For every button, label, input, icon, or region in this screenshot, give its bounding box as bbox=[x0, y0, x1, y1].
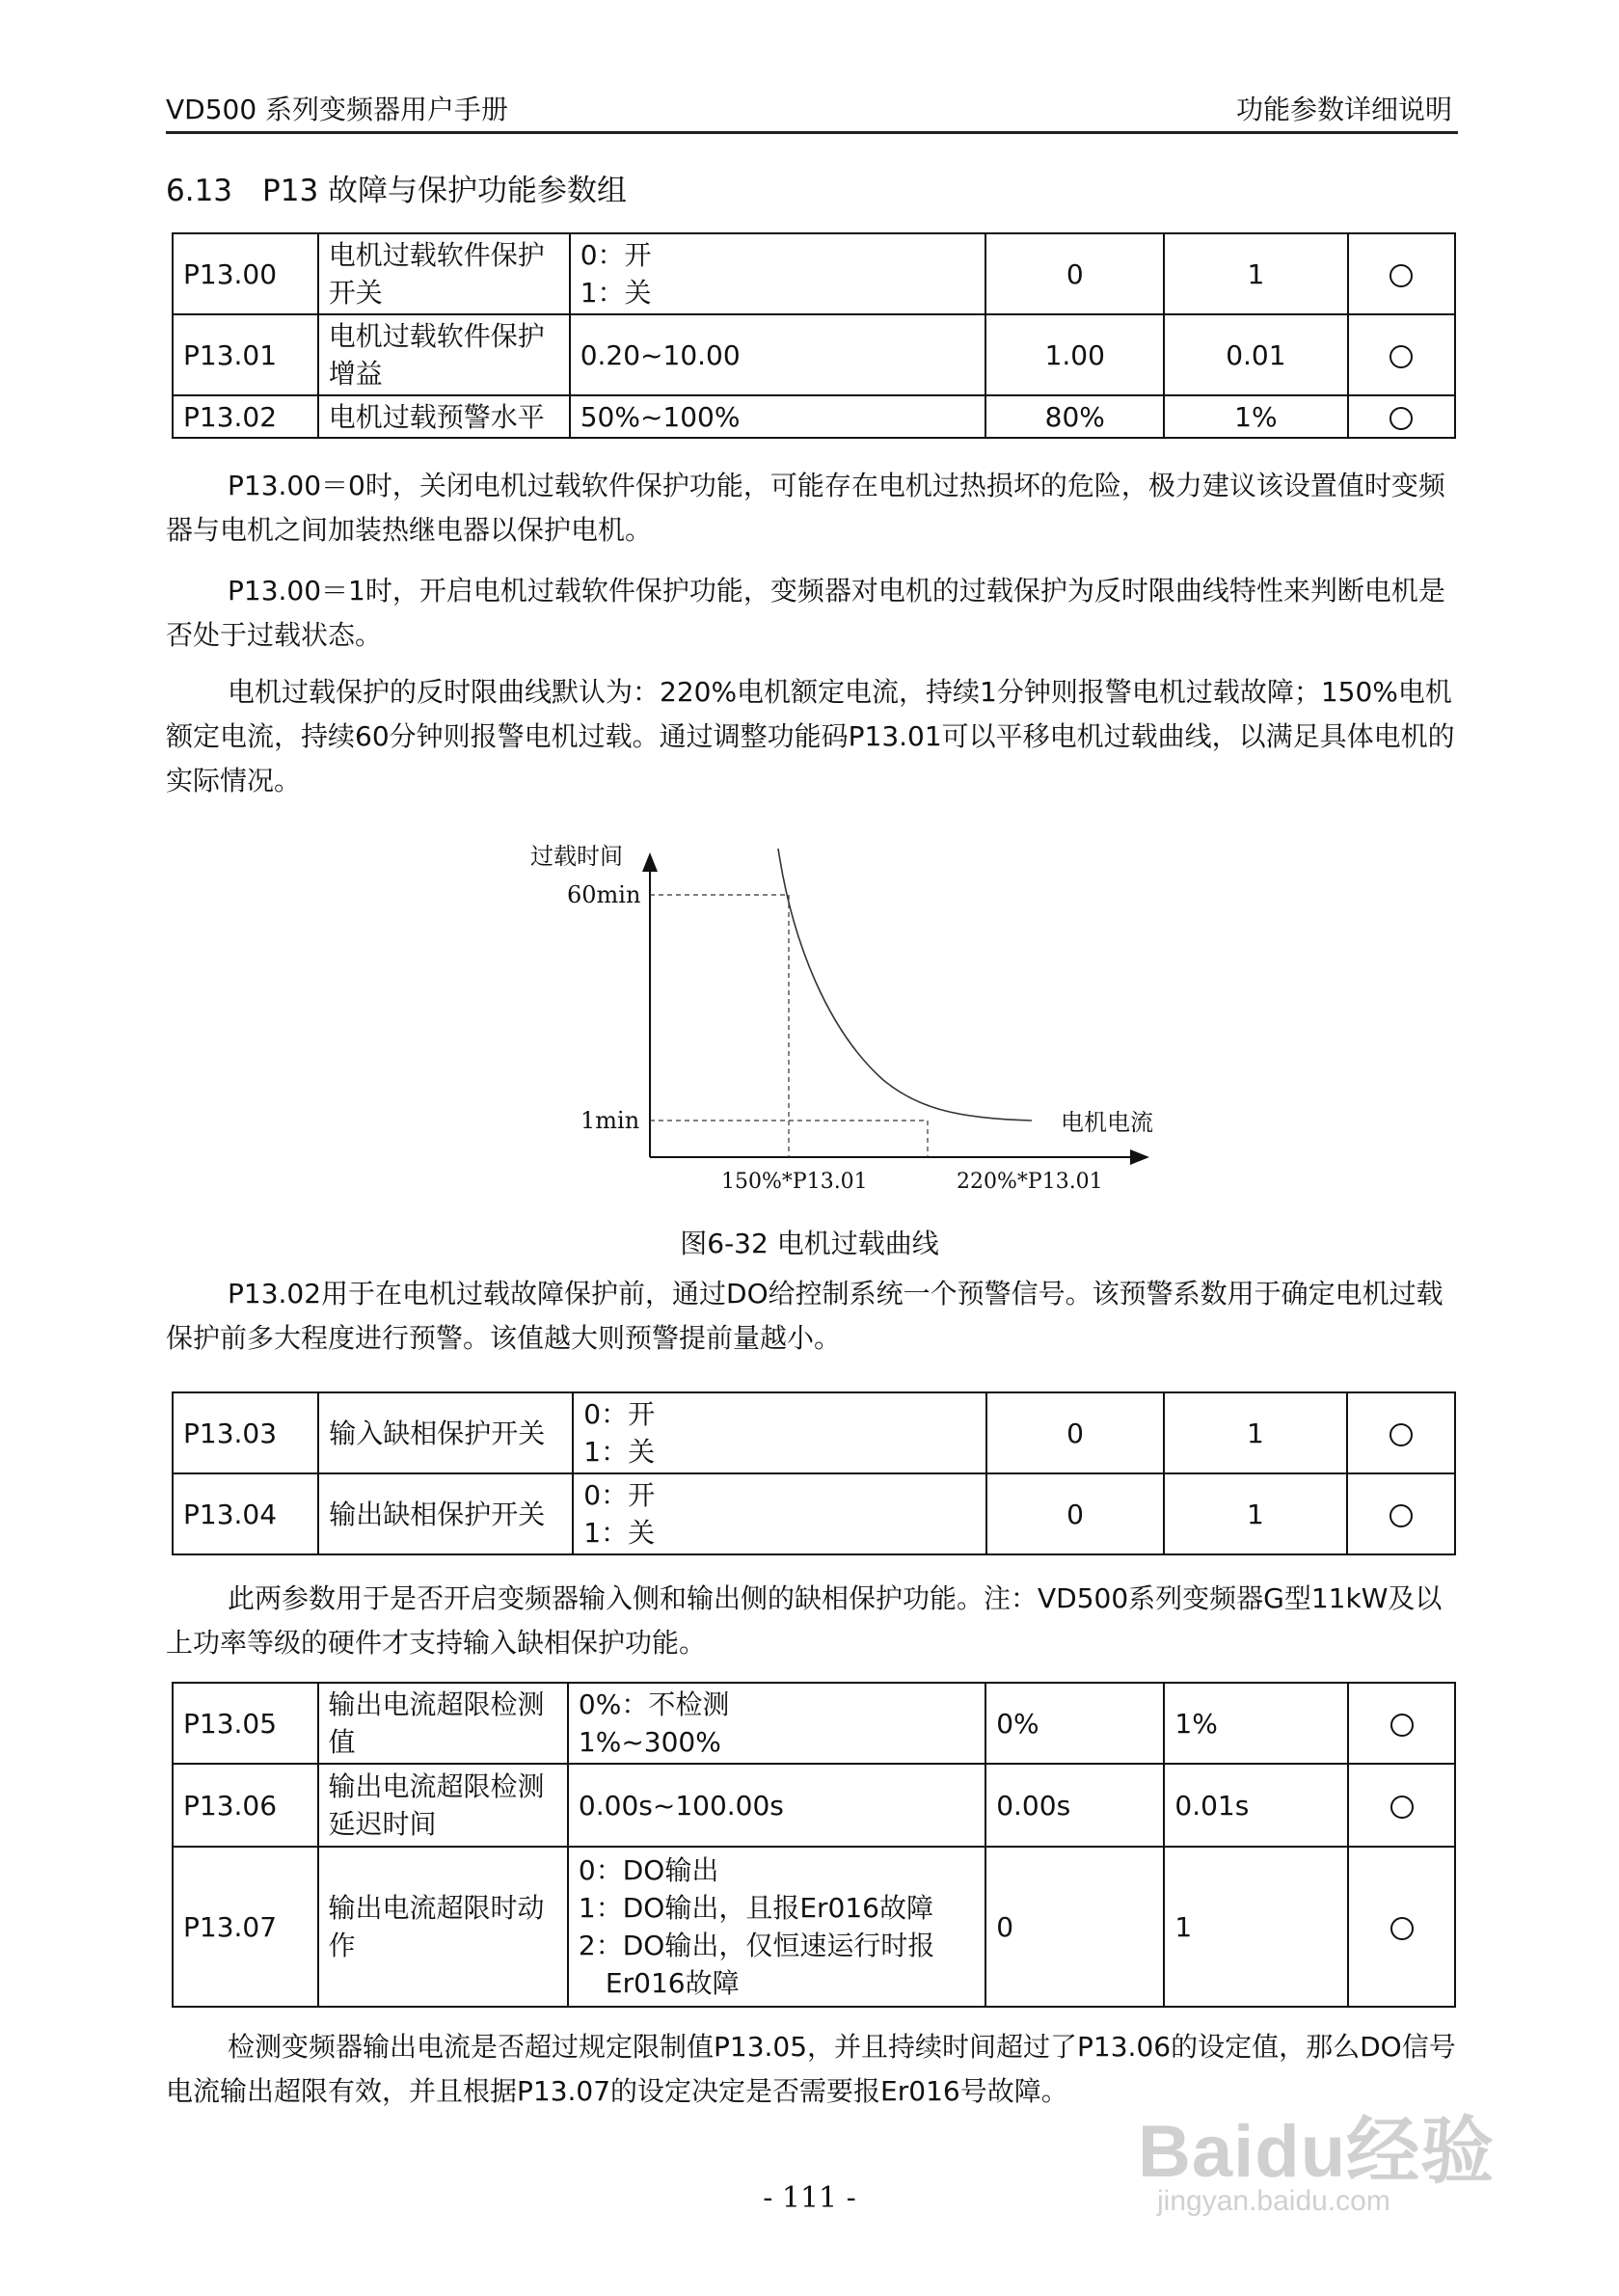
param-step: 1 bbox=[1164, 233, 1347, 314]
paragraph: P13.02用于在电机过载故障保护前，通过DO给控制系统一个预警信号。该预警系数用于确定电机过载保护前多大程度进行预警。该值越大则预警提前量越小。 bbox=[166, 1278, 1444, 1354]
paragraph: P13.00＝1时，开启电机过载软件保护功能，变频器对电机的过载保护为反时限曲线特性来判断电机是否处于过载状态。 bbox=[166, 575, 1445, 651]
param-name: 输入缺相保护开关 bbox=[318, 1392, 573, 1473]
param-range bbox=[568, 1847, 985, 2007]
param-range bbox=[570, 233, 986, 314]
y-axis-label: 过载时间 bbox=[530, 843, 623, 870]
param-range bbox=[573, 1392, 986, 1473]
header-chapter-title: 功能参数详细说明 bbox=[1235, 94, 1452, 125]
table-row bbox=[173, 314, 1455, 395]
param-default: 0 bbox=[986, 1392, 1164, 1473]
paragraph: P13.00＝0时，关闭电机过载软件保护功能，可能存在电机过热损坏的危险，极力建议该设置值时变频器与电机之间加装热继电器以保护电机。 bbox=[166, 470, 1445, 546]
circle-icon bbox=[1390, 1423, 1413, 1446]
paragraph: 检测变频器输出电流是否超过规定限制值P13.05，并且持续时间超过了P13.06的设定值，那么DO信号电流输出超限有效，并且根据P13.07的设定决定是否需要报Er016号故障。 bbox=[166, 2031, 1456, 2107]
param-table-3 bbox=[172, 1682, 1456, 2008]
param-table-1 bbox=[172, 232, 1456, 439]
x-tick-150: 150%*P13.01 bbox=[721, 1170, 868, 1194]
param-name: 电机过载预警水平 bbox=[318, 395, 570, 438]
overload-curve bbox=[778, 849, 1032, 1121]
circle-icon bbox=[1390, 1917, 1414, 1940]
x-axis-arrow bbox=[1130, 1149, 1149, 1165]
param-default: 0% bbox=[985, 1683, 1164, 1764]
param-step: 1% bbox=[1164, 395, 1347, 438]
range-line: 0%：不检测 bbox=[578, 1688, 730, 1720]
param-step: 0.01s bbox=[1164, 1764, 1348, 1847]
param-range: 0.00s~100.00s bbox=[568, 1764, 985, 1847]
param-attr bbox=[1348, 1683, 1455, 1764]
y-tick-1min: 1min bbox=[580, 1107, 640, 1134]
table-row bbox=[173, 1392, 1455, 1473]
page-number: - 111 - bbox=[763, 2181, 856, 2215]
param-attr bbox=[1348, 233, 1455, 314]
range-line: 1%~300% bbox=[578, 1726, 721, 1758]
param-code: P13.04 bbox=[173, 1473, 318, 1554]
table-row bbox=[173, 1473, 1455, 1554]
circle-icon bbox=[1390, 264, 1413, 287]
param-range: 50%~100% bbox=[570, 395, 986, 438]
param-code: P13.06 bbox=[173, 1764, 318, 1847]
param-name: 电机过载软件保护增益 bbox=[318, 314, 570, 395]
param-step: 1 bbox=[1164, 1392, 1347, 1473]
range-line: 0：开 bbox=[580, 239, 652, 271]
circle-icon bbox=[1390, 345, 1413, 368]
page-header bbox=[166, 89, 1458, 134]
param-attr bbox=[1347, 1473, 1455, 1554]
circle-icon bbox=[1390, 1504, 1413, 1527]
paragraph: 电机过载保护的反时限曲线默认为：220%电机额定电流，持续1分钟则报警电机过载故障；150%电机额定电流，持续60分钟则报警电机过载。通过调整功能码P13.01可以平移电机过载曲线，以满足具体电机的实际情况。 bbox=[166, 676, 1455, 797]
paragraph: 此两参数用于是否开启变频器输入侧和输出侧的缺相保护功能。注：VD500系列变频器G型11kW及以上功率等级的硬件才支持输入缺相保护功能。 bbox=[166, 1582, 1443, 1659]
range-line: 0：开 bbox=[583, 1398, 656, 1430]
param-default: 0.00s bbox=[985, 1764, 1164, 1847]
param-attr bbox=[1348, 1764, 1455, 1847]
table-row bbox=[173, 395, 1455, 438]
range-line: 2：DO输出，仅恒速运行时报 bbox=[578, 1930, 935, 1961]
param-default: 0 bbox=[986, 1473, 1164, 1554]
range-line: 0：开 bbox=[583, 1479, 656, 1511]
table-row bbox=[173, 1764, 1455, 1847]
param-name: 输出电流超限时动作 bbox=[318, 1847, 568, 2007]
param-step: 0.01 bbox=[1164, 314, 1347, 395]
param-default: 1.00 bbox=[985, 314, 1164, 395]
param-attr bbox=[1347, 1392, 1455, 1473]
param-range bbox=[568, 1683, 985, 1764]
param-range bbox=[573, 1473, 986, 1554]
param-default: 0 bbox=[985, 233, 1164, 314]
param-name: 电机过载软件保护开关 bbox=[318, 233, 570, 314]
watermark-logo: Baidu经验 bbox=[1138, 2111, 1496, 2193]
header-manual-title: VD500 系列变频器用户手册 bbox=[166, 94, 509, 125]
param-range: 0.20~10.00 bbox=[570, 314, 986, 395]
param-code: P13.02 bbox=[173, 395, 318, 438]
circle-icon bbox=[1390, 1714, 1414, 1737]
param-attr bbox=[1348, 314, 1455, 395]
param-code: P13.03 bbox=[173, 1392, 318, 1473]
param-name: 输出电流超限检测值 bbox=[318, 1683, 568, 1764]
param-attr bbox=[1348, 1847, 1455, 2007]
param-step: 1 bbox=[1164, 1473, 1347, 1554]
x-axis-label: 电机电流 bbox=[1061, 1109, 1153, 1136]
x-tick-220: 220%*P13.01 bbox=[957, 1170, 1103, 1194]
table-row bbox=[173, 1683, 1455, 1764]
param-name: 输出缺相保护开关 bbox=[318, 1473, 573, 1554]
param-code: P13.00 bbox=[173, 233, 318, 314]
y-axis-arrow bbox=[642, 852, 658, 872]
table-row bbox=[173, 1847, 1455, 2007]
range-line: Er016故障 bbox=[578, 1967, 740, 1999]
table-row bbox=[173, 233, 1455, 314]
circle-icon bbox=[1390, 407, 1413, 430]
range-line: 1：关 bbox=[580, 277, 652, 309]
param-code: P13.05 bbox=[173, 1683, 318, 1764]
figure-caption: 图6-32 电机过载曲线 bbox=[680, 1228, 939, 1259]
circle-icon bbox=[1390, 1796, 1414, 1819]
param-default: 0 bbox=[985, 1847, 1164, 2007]
range-line: 1：DO输出，且报Er016故障 bbox=[578, 1892, 933, 1924]
watermark-url: jingyan.baidu.com bbox=[1157, 2185, 1390, 2217]
overload-curve-chart bbox=[521, 829, 1196, 1196]
param-code: P13.01 bbox=[173, 314, 318, 395]
param-attr bbox=[1348, 395, 1455, 438]
param-step: 1% bbox=[1164, 1683, 1348, 1764]
param-default: 80% bbox=[985, 395, 1164, 438]
param-code: P13.07 bbox=[173, 1847, 318, 2007]
param-step: 1 bbox=[1164, 1847, 1348, 2007]
range-line: 0：DO输出 bbox=[578, 1854, 719, 1886]
y-tick-60min: 60min bbox=[567, 881, 641, 908]
param-table-2 bbox=[172, 1391, 1456, 1555]
range-line: 1：关 bbox=[583, 1436, 656, 1468]
param-name: 输出电流超限检测延迟时间 bbox=[318, 1764, 568, 1847]
section-title: 6.13 P13 故障与保护功能参数组 bbox=[166, 174, 628, 208]
range-line: 1：关 bbox=[583, 1517, 656, 1549]
